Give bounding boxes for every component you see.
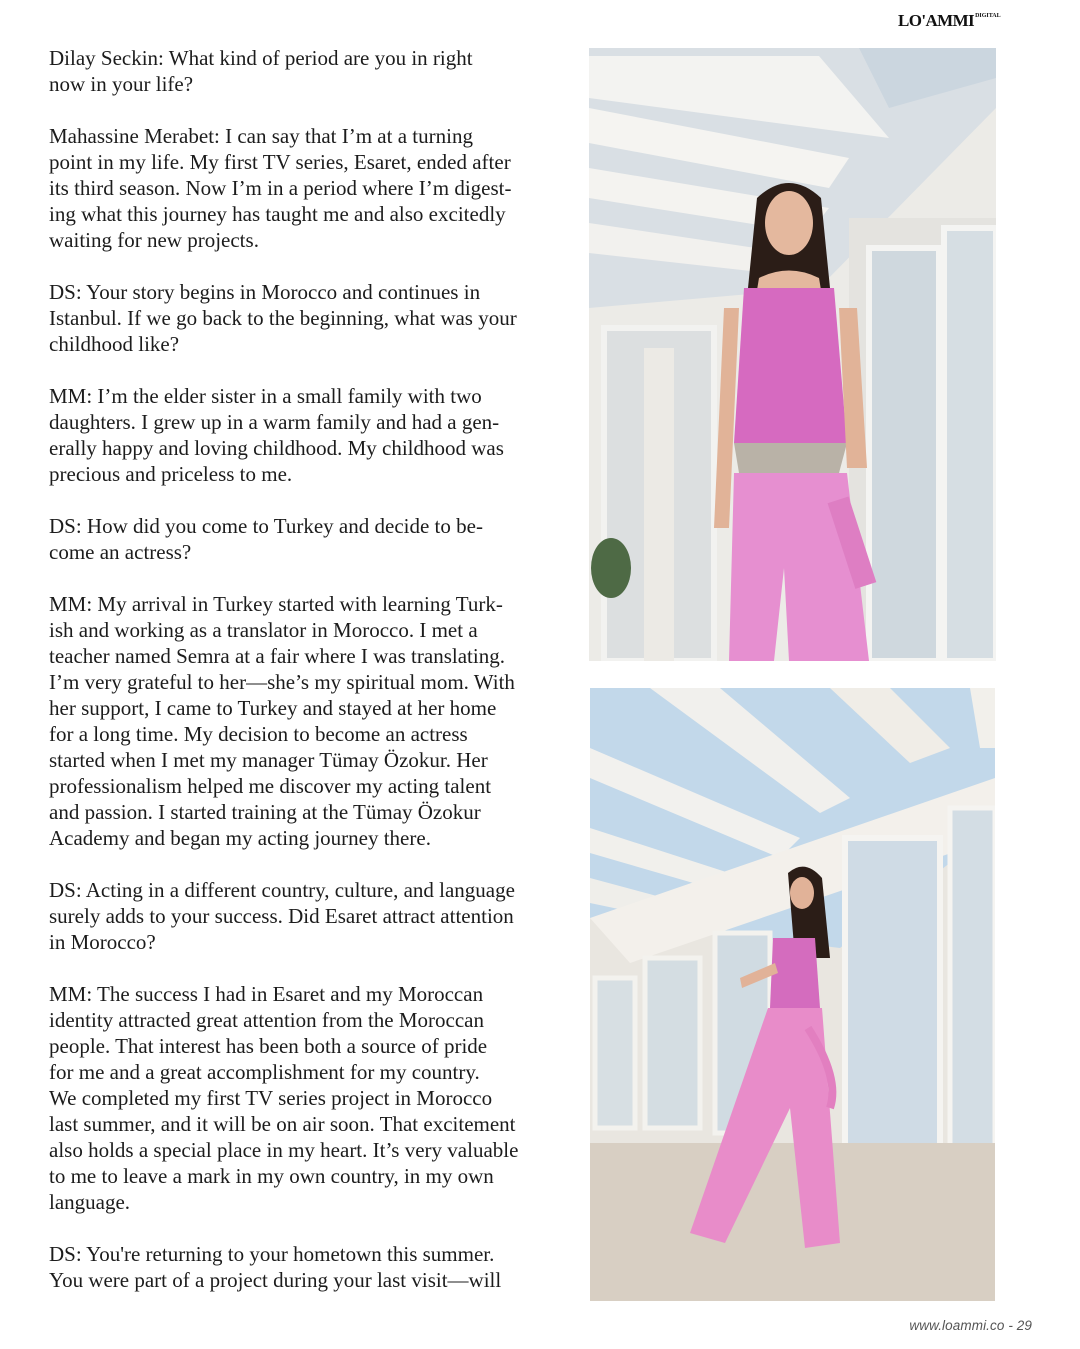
photo-walking-illustration (590, 688, 995, 1301)
text-line: Istanbul. If we go back to the beginning, what was your (49, 306, 517, 330)
text-line: You were part of a project during your last visit—will (49, 1268, 502, 1292)
photo-standing (589, 48, 996, 661)
magazine-logo (898, 11, 1001, 31)
text-line: I’m very grateful to her—she’s my spiritual mom. With (49, 670, 515, 694)
text-line: professionalism helped me discover my acting talent (49, 774, 492, 798)
interview-paragraph (49, 513, 549, 565)
text-line: childhood like? (49, 332, 180, 356)
text-line: her support, I came to Turkey and stayed at her home (49, 696, 497, 720)
text-line: ish and working as a translator in Morocco. I met a (49, 618, 478, 642)
page-footer: www.loammi.co - 29 (909, 1318, 1032, 1333)
interview-paragraph (49, 383, 549, 487)
interview-paragraph (49, 591, 549, 851)
text-line: MM: I’m the elder sister in a small family with two (49, 384, 482, 408)
text-line: We completed my first TV series project in Morocco (49, 1086, 493, 1110)
text-line: MM: The success I had in Esaret and my Moroccan (49, 982, 484, 1006)
beaded-top (734, 288, 847, 443)
photo-walking (590, 688, 995, 1301)
text-line: Academy and began my acting journey there. (49, 826, 431, 850)
interview-paragraph (49, 123, 549, 253)
interview-paragraph (49, 981, 549, 1215)
interview-paragraph (49, 45, 549, 97)
text-line: precious and priceless to me. (49, 462, 293, 486)
text-line: surely adds to your success. Did Esaret attract attention (49, 904, 514, 928)
floor (590, 1143, 995, 1301)
text-line: to me to leave a mark in my own country, in my own (49, 1164, 494, 1188)
interview-paragraph (49, 877, 549, 955)
text-line: last summer, and it will be on air soon. That excitement (49, 1112, 516, 1136)
interview-text (49, 45, 549, 1319)
text-line: DS: Acting in a different country, culture, and language (49, 878, 515, 902)
text-line: now in your life? (49, 72, 194, 96)
logo-main: LO'AMMI (898, 11, 975, 30)
text-line: Dilay Seckin: What kind of period are you in right (49, 46, 473, 70)
text-line: waiting for new projects. (49, 228, 259, 252)
text-line: erally happy and loving childhood. My childhood was (49, 436, 504, 460)
photo-standing-illustration (589, 48, 996, 661)
text-line: come an actress? (49, 540, 192, 564)
text-line: daughters. I grew up in a warm family and had a gen- (49, 410, 500, 434)
text-line: for me and a great accomplishment for my country. (49, 1060, 480, 1084)
interview-paragraph (49, 1241, 549, 1293)
text-line: in Morocco? (49, 930, 156, 954)
text-line: teacher named Semra at a fair where I was translating. (49, 644, 505, 668)
interview-paragraph (49, 279, 549, 357)
text-line: DS: You're returning to your hometown this summer. (49, 1242, 495, 1266)
text-line: MM: My arrival in Turkey started with learning Turk- (49, 592, 503, 616)
logo-superscript: DIGITAL (975, 13, 1001, 19)
text-line: language. (49, 1190, 131, 1214)
text-line: its third season. Now I’m in a period where I’m digest- (49, 176, 512, 200)
text-line: DS: Your story begins in Morocco and continues in (49, 280, 481, 304)
text-line: ing what this journey has taught me and also excitedly (49, 202, 506, 226)
text-line: point in my life. My first TV series, Esaret, ended after (49, 150, 511, 174)
text-line: for a long time. My decision to become an actress (49, 722, 468, 746)
text-line: and passion. I started training at the Tümay Özokur (49, 800, 481, 824)
text-line: DS: How did you come to Turkey and decide to be- (49, 514, 483, 538)
text-line: also holds a special place in my heart. It’s very valuable (49, 1138, 519, 1162)
text-line: identity attracted great attention from the Moroccan (49, 1008, 484, 1032)
text-line: Mahassine Merabet: I can say that I’m at a turning (49, 124, 473, 148)
text-line: started when I met my manager Tümay Özokur. Her (49, 748, 488, 772)
text-line: people. That interest has been both a source of pride (49, 1034, 488, 1058)
